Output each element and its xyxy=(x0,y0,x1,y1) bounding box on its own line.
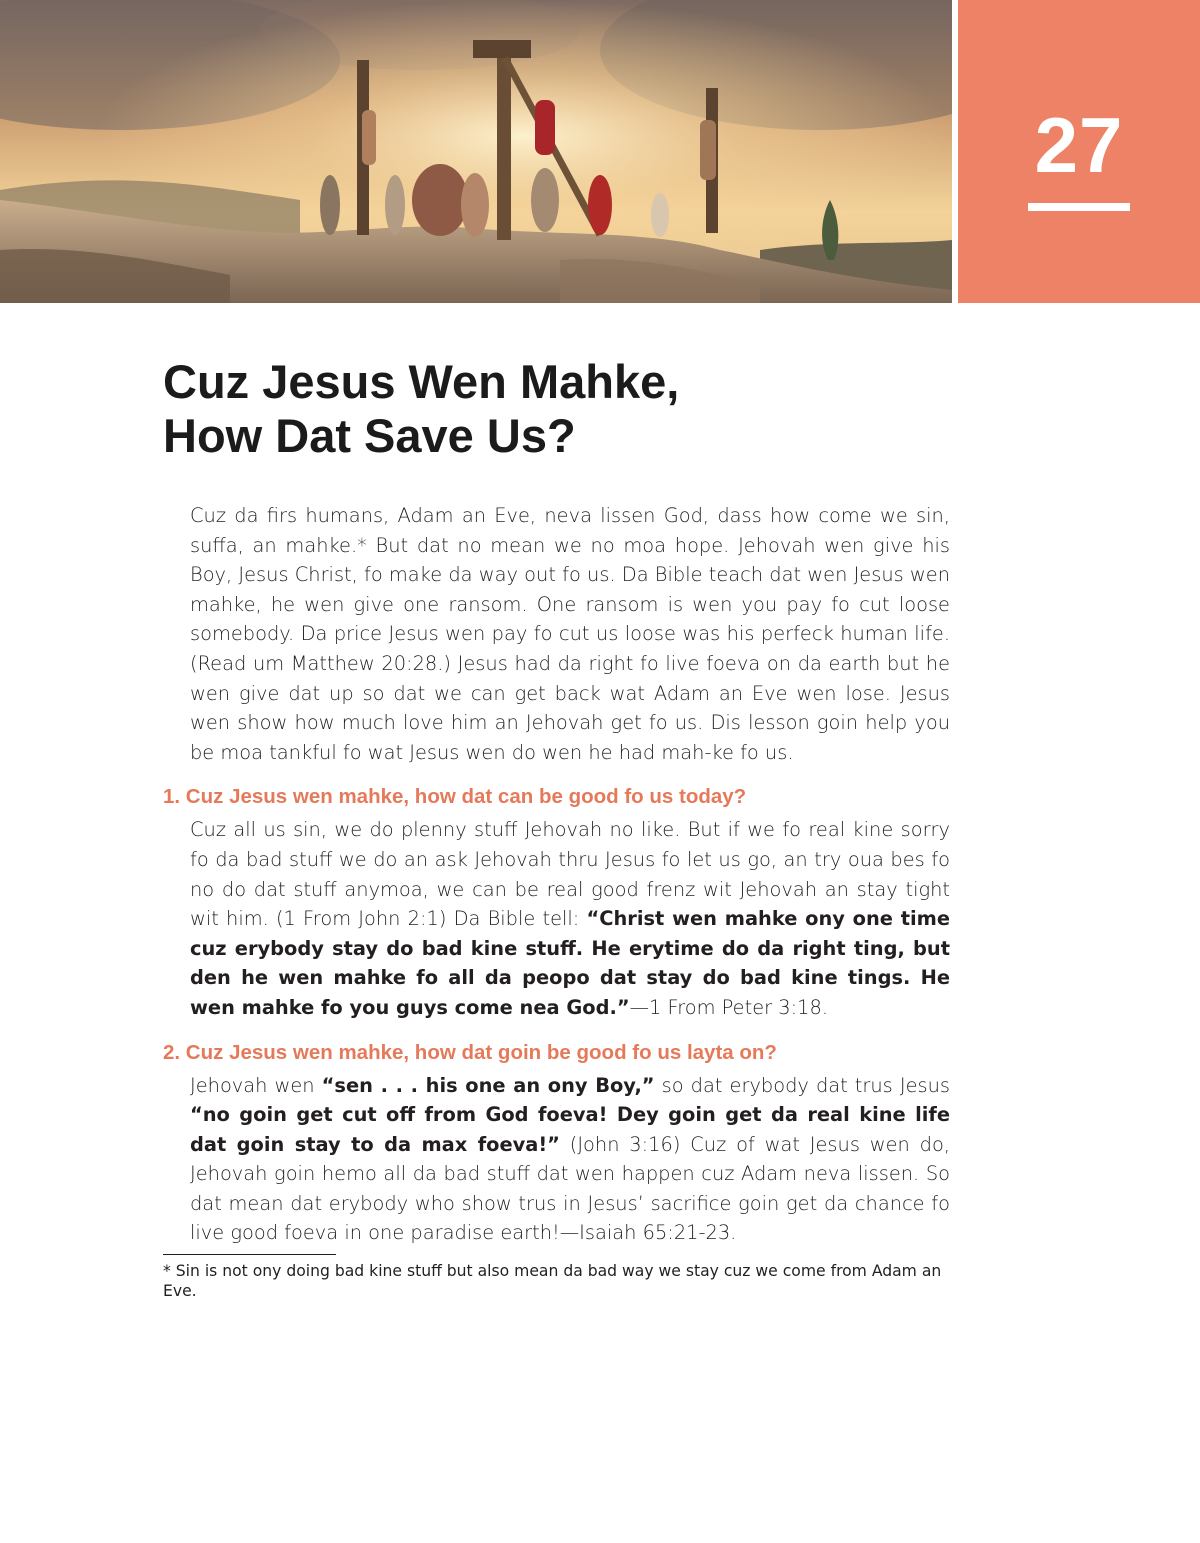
footnote: * Sin is not ony doing bad kine stuff but also mean da bad way we stay cuz we come from Adam an Eve. xyxy=(163,1262,942,1301)
lesson-number: 27 xyxy=(1034,101,1124,189)
title-line-2: How Dat Save Us? xyxy=(163,409,576,462)
question-1-scripture-reference: —1 From Peter 3:18. xyxy=(629,995,828,1019)
footnote-divider xyxy=(163,1254,336,1255)
lesson-number-underline xyxy=(1028,203,1130,211)
lesson-number-box xyxy=(958,0,1200,303)
question-1-scripture-quote: “Christ wen mahke ony one time cuz erybody stay do bad kine stuff. He erytime do da right ting, but den he wen mahke fo all da peopo dat stay do bad kine tings. He wen mahke fo you guys come nea God.” xyxy=(190,907,950,1019)
question-2-quote-a: “sen . . . his one an ony Boy,” xyxy=(321,1073,655,1097)
question-1-paragraph xyxy=(190,815,950,1022)
question-2-quote-b: “no goin get cut off from God foeva! Dey goin get da real kine life dat goin stay to da max foeva!” xyxy=(190,1103,950,1156)
question-1-heading: 1. Cuz Jesus wen mahke, how dat can be good fo us today? xyxy=(163,785,747,809)
intro-paragraph: Cuz da firs humans, Adam an Eve, neva lissen God, dass how come we sin, suffa, an mahke.* But dat no mean we no moa hope. Jehovah wen give his Boy, Jesus Christ, fo make da way out fo us. Da Bible teach dat wen Jesus wen mahke, he wen give one ransom. One ransom is wen you pay fo cut loose somebody. Da price Jesus wen pay fo cut us loose was his perfeck human life. (Read um Matthew 20:28.) Jesus had da right fo live foeva on da earth but he wen give dat up so dat we can get back wat Adam an Eve wen lose. Jesus wen show how much love him an Jehovah get fo us. Dis lesson goin help you be moa tankful fo wat Jesus wen do wen he had mah-ke fo us. xyxy=(190,504,950,764)
question-2-text-a: Jehovah wen xyxy=(190,1073,322,1097)
question-2-text-b: so dat erybody dat trus Jesus xyxy=(654,1073,950,1097)
question-2-paragraph xyxy=(190,1071,950,1249)
crucifixion-scene-illustration xyxy=(0,0,952,303)
question-1-text-a: Cuz all us sin, we do plenny stuff Jehovah no like. But if we fo real kine sorry fo da bad stuff we do an ask Jehovah thru Jesus fo let us go, an try oua bes fo no do dat stuff anymoa, we can be real good frenz wit Jehovah an stay tight wit him. (1 From John 2:1) Da Bible tell: xyxy=(190,818,950,931)
lesson-content xyxy=(163,501,950,1301)
question-2-text-c: (John 3:16) Cuz of wat Jesus wen do, Jehovah goin hemo all da bad stuff dat wen happen cuz Adam neva lissen. So dat mean dat erybody who show trus in Jesus’ sacrifice goin get da chance fo live good foeva in one paradise earth!—Isaiah 65:21-23. xyxy=(190,1132,951,1245)
title-line-1: Cuz Jesus Wen Mahke, xyxy=(163,355,680,408)
question-2-heading: 2. Cuz Jesus wen mahke, how dat goin be good fo us layta on? xyxy=(163,1040,777,1064)
page-title xyxy=(163,355,679,463)
hero-image xyxy=(0,0,952,303)
